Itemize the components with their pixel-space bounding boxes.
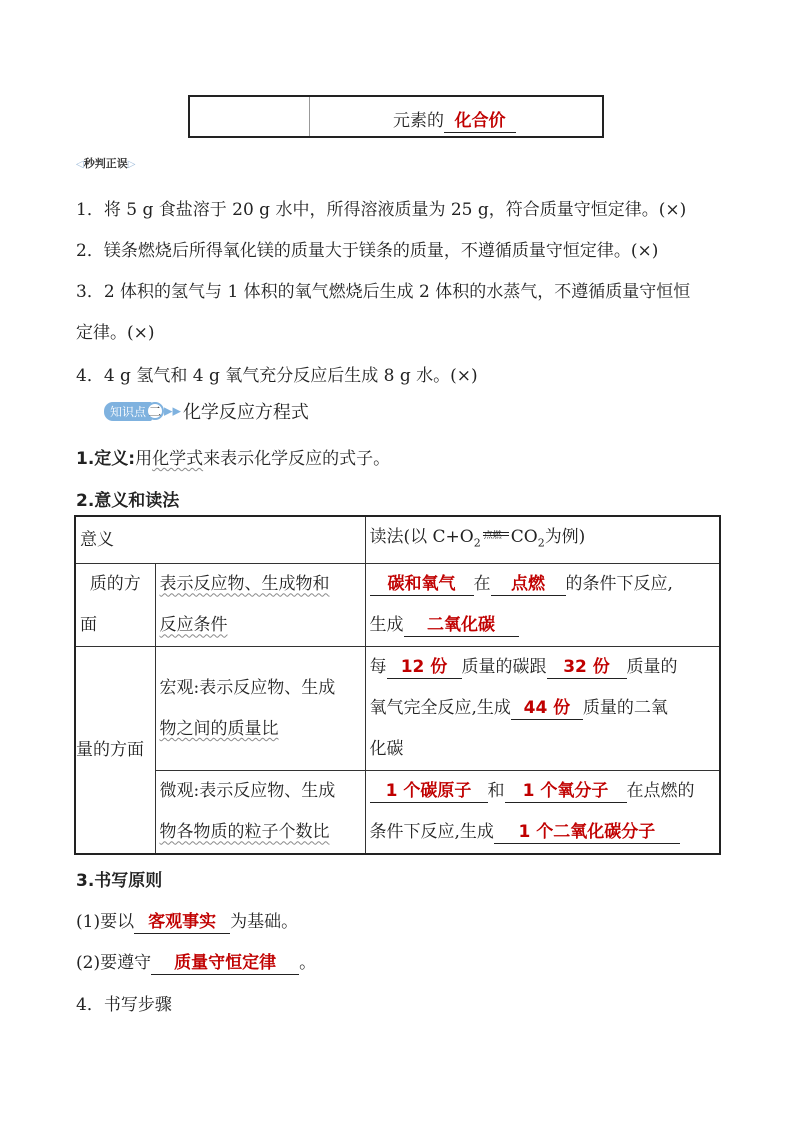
principle-1-pre: (1)要以 — [76, 912, 135, 932]
macro-text-4: 质量的二氧 — [582, 698, 668, 719]
micro-text-1: 和 — [487, 781, 505, 802]
condition-text: 点燃 — [483, 531, 502, 541]
micro-reading-line1 — [370, 771, 716, 812]
quality-answer-2: 点燃 — [491, 575, 566, 596]
co2-subscript: 2 — [537, 536, 545, 550]
principles-heading: 3.书写原则 — [76, 871, 163, 891]
principle-2-post: 。 — [299, 953, 317, 973]
header-meaning: 意义 — [75, 516, 365, 564]
principle-1-post: 为基础。 — [230, 912, 299, 932]
micro-desc-b-text: 物各物质的粒子个数比 — [159, 822, 330, 843]
principle-2-answer: 质量守恒定律 — [151, 954, 299, 975]
micro-answer-2: 1 个氧分子 — [505, 782, 627, 803]
principle-1-answer: 客观事实 — [134, 913, 230, 934]
tag-right-deco: ▷ — [127, 159, 136, 170]
quality-reading-line1 — [370, 564, 716, 605]
table-header-row — [75, 516, 720, 564]
macro-answer-3: 44 份 — [511, 699, 583, 720]
top-answer-box — [188, 95, 604, 138]
quality-desc — [155, 564, 365, 647]
condition-line — [483, 532, 509, 536]
macro-text-1: 质量的碳跟 — [461, 657, 547, 678]
micro-desc-a: 微观:表示反应物、生成 — [159, 781, 336, 802]
macro-reading-line1 — [370, 647, 716, 688]
macro-desc-b — [160, 709, 361, 750]
macro-text-0: 每 — [369, 657, 387, 678]
valence-line — [393, 106, 516, 133]
tag-left-deco: ◁ — [76, 159, 84, 170]
quality-desc-a-text: 表示反应物、生成物和 — [159, 574, 330, 595]
micro-desc-b — [160, 812, 361, 853]
quality-aspect-a: 质的方 — [89, 574, 141, 595]
quick-judge-label: 秒判正误 — [83, 157, 128, 170]
knowledge-badge: 知识点 — [104, 402, 152, 421]
micro-text-3: 条件下反应,生成 — [369, 822, 494, 843]
macro-text-2: 质量的 — [626, 657, 678, 678]
principle-2 — [76, 948, 316, 975]
meaning-heading: 2.意义和读法 — [76, 491, 180, 511]
definition-pre: 用 — [135, 449, 153, 469]
valence-answer: 化合价 — [444, 112, 516, 133]
macro-reading-line3: 化碳 — [369, 739, 404, 760]
principle-2-pre: (2)要遵守 — [76, 953, 152, 973]
judge-item-1: 1．将 5 g 食盐溶于 20 g 水中，所得溶液质量为 25 g，符合质量守恒定律。(×) — [76, 200, 687, 220]
steps-heading: 4．书写步骤 — [76, 995, 172, 1015]
box-divider — [309, 97, 310, 136]
principle-1 — [76, 907, 298, 934]
judge-item-3-cont: 定律。(×) — [76, 323, 155, 343]
quick-judge-tag — [76, 155, 135, 171]
quality-reading — [365, 564, 720, 647]
quality-answer-1: 碳和氧气 — [370, 575, 474, 596]
quality-text-1: 在 — [473, 574, 491, 595]
judge-item-3: 3．2 体积的氢气与 1 体积的氧气燃烧后生成 2 体积的水蒸气，不遵循质量守恒恒 — [76, 282, 691, 302]
quality-desc-a — [160, 564, 361, 605]
micro-text-2: 在点燃的 — [626, 781, 695, 802]
micro-reading — [365, 771, 720, 855]
judge-item-2: 2．镁条燃烧后所得氧化镁的质量大于镁条的质量，不遵循质量守恒定律。(×) — [76, 241, 659, 261]
quality-aspect — [75, 564, 155, 647]
table-row-macro — [75, 647, 720, 771]
quality-answer-3: 二氧化碳 — [404, 616, 519, 637]
knowledge-point-header — [104, 398, 309, 423]
valence-prefix: 元素的 — [393, 111, 444, 131]
header-reading — [365, 516, 720, 564]
co2-formula: CO — [510, 527, 538, 547]
macro-reading — [365, 647, 720, 771]
o2-subscript: 2 — [473, 536, 481, 550]
micro-desc — [155, 771, 365, 855]
definition-line — [76, 444, 390, 469]
micro-answer-1: 1 个碳原子 — [370, 782, 488, 803]
quality-text-3: 生成 — [369, 615, 404, 636]
definition-post: 来表示化学反应的式子。 — [203, 449, 391, 469]
table-row-quality — [75, 564, 720, 647]
quality-desc-b-text: 反应条件 — [159, 615, 228, 636]
judge-item-4: 4．4 g 氢气和 4 g 氧气充分反应后生成 8 g 水。(×) — [76, 366, 478, 386]
macro-desc-a: 宏观:表示反应物、生成 — [159, 677, 336, 698]
macro-answer-2: 32 份 — [547, 658, 627, 679]
micro-reading-line2 — [370, 812, 716, 853]
equation-meaning-table — [74, 515, 721, 855]
knowledge-title: 化学反应方程式 — [182, 402, 309, 423]
header-reading-pre: 读法(以 C+O — [369, 527, 474, 547]
table-row-micro — [75, 771, 720, 855]
macro-answer-1: 12 份 — [387, 658, 462, 679]
macro-desc — [155, 647, 365, 771]
quality-desc-b — [160, 605, 361, 646]
quality-aspect-b: 面 — [80, 615, 97, 636]
quality-text-2: 的条件下反应, — [565, 574, 673, 595]
macro-text-3: 氧气完全反应,生成 — [369, 698, 511, 719]
quantity-aspect: 量的方面 — [75, 647, 155, 855]
knowledge-number: 二 — [146, 402, 164, 420]
micro-answer-3: 1 个二氧化碳分子 — [494, 823, 680, 844]
condition-arrow — [481, 528, 511, 542]
definition-wavy: 化学式 — [152, 449, 204, 469]
macro-reading-line2 — [370, 688, 716, 729]
header-reading-post: 为例) — [544, 527, 586, 547]
quality-reading-line2 — [370, 605, 716, 646]
definition-label: 1.定义: — [76, 449, 136, 469]
arrow-icon: ▶▶ — [164, 404, 181, 418]
macro-desc-b-text: 物之间的质量比 — [159, 718, 279, 739]
